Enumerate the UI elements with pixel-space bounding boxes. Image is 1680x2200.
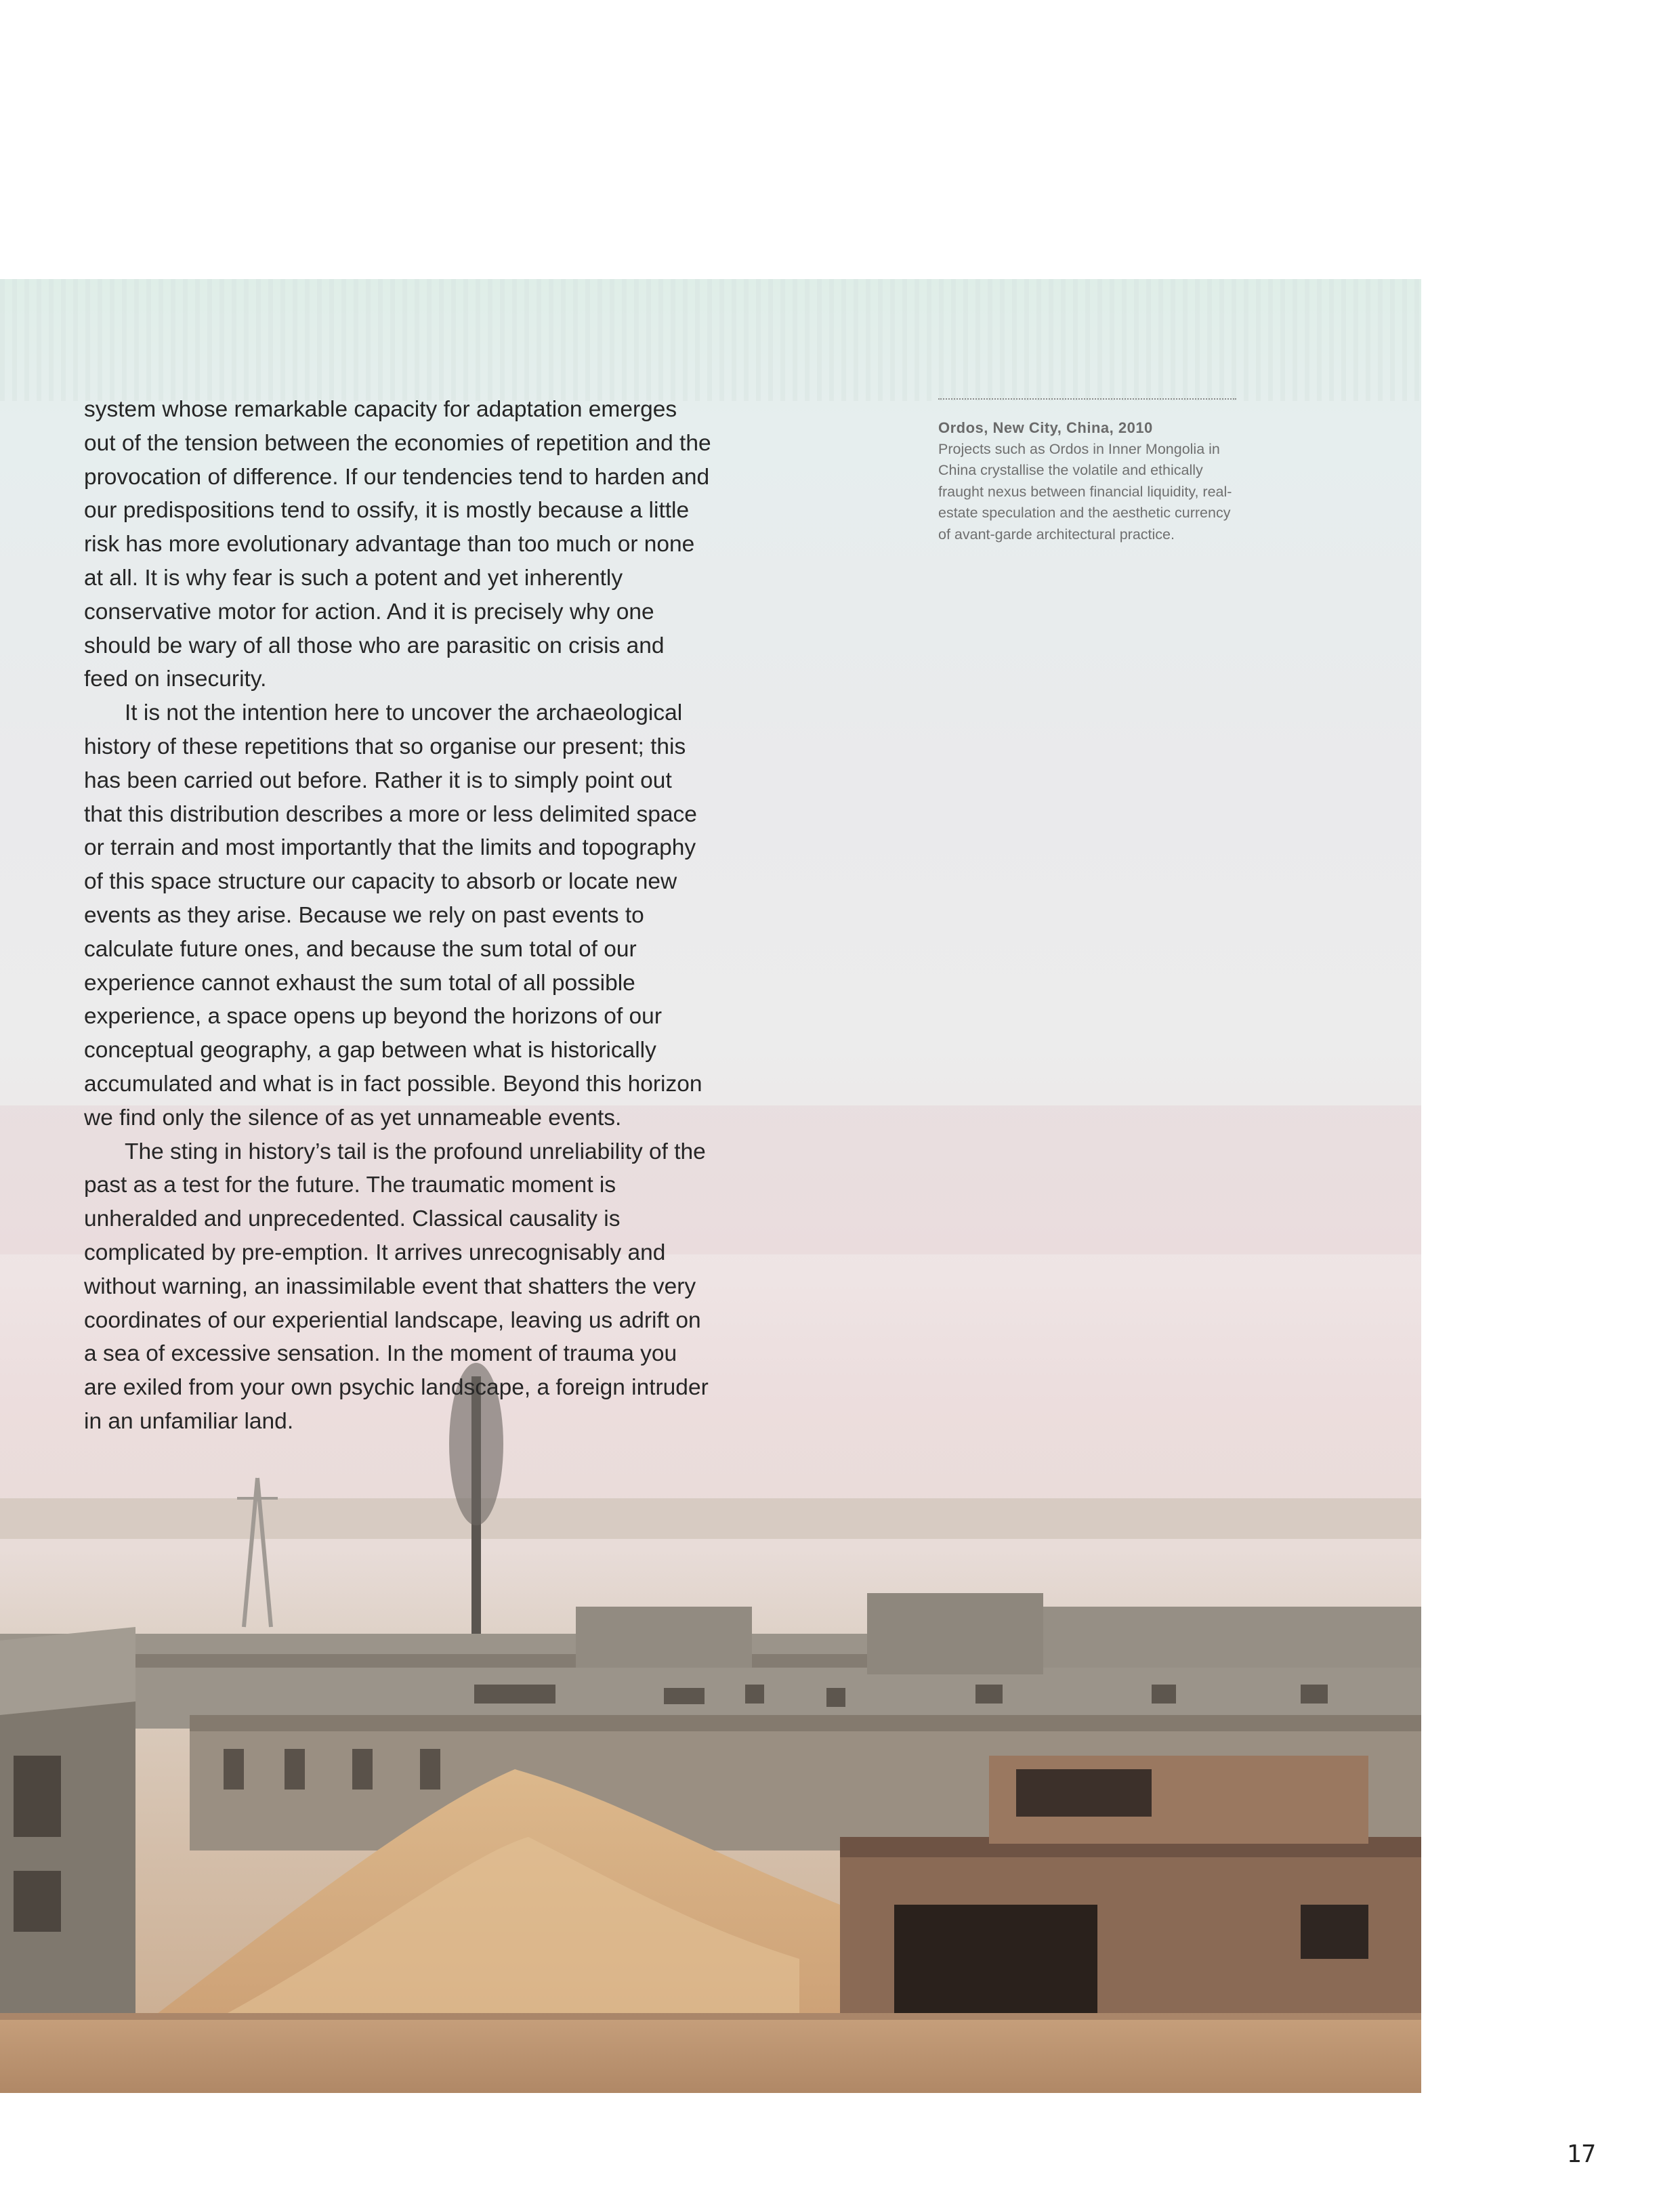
body-paragraph-3: The sting in history’s tail is the profound unreliability of the past as a test for the future. The traumatic moment is unheralded and unprecedented. Classical causality is complicated by pre-emption. It arrives unrecognisably and without warning, an inassimilable event that shatters the very coordinates of our experiential landscape, leaving us adrift on a sea of excessive sensation. In the moment of trauma you are exiled from your own psychic landscape, a foreign intruder in an unfamiliar land.	[84, 1139, 709, 1434]
body-paragraph-1: system whose remarkable capacity for adaptation emerges out of the tension between the economies of repetition and the provocation of difference. If our tendencies tend to harden and our predispositions tend to ossify, it is mostly because a little risk has more evolutionary advantage than too much or none at all. It is why fear is such a potent and yet inherently conservative motor for action. And it is precisely why one should be wary of all those who are parasitic on crisis and feed on insecurity.	[84, 397, 711, 692]
caption-text: Projects such as Ordos in Inner Mongolia in China crystallise the volatile and ethically fraught nexus between financial liquidity, real-estate speculation and the aesthetic currency of avant-garde architectural practice.	[938, 440, 1232, 543]
body-text	[84, 393, 714, 1439]
photo-caption	[938, 398, 1236, 545]
body-paragraph-2: It is not the intention here to uncover the archaeological history of these repetitions that so organise our present; this has been carried out before. Rather it is to simply point out that this distribution describes a more or less delimited space or terrain and most importantly that the limits and topography of this space structure our capacity to absorb or locate new events as they arise. Because we rely on past events to calculate future ones, and because the sum total of our experience cannot exhaust the sum total of all possible experience, a space opens up beyond the horizons of our conceptual geography, a gap between what is historically accumulated and what is in fact possible. Beyond this horizon we find only the silence of as yet unnameable events.	[84, 700, 702, 1130]
caption-title: Ordos, New City, China, 2010	[938, 419, 1153, 436]
page-number: 17	[1566, 2140, 1596, 2168]
